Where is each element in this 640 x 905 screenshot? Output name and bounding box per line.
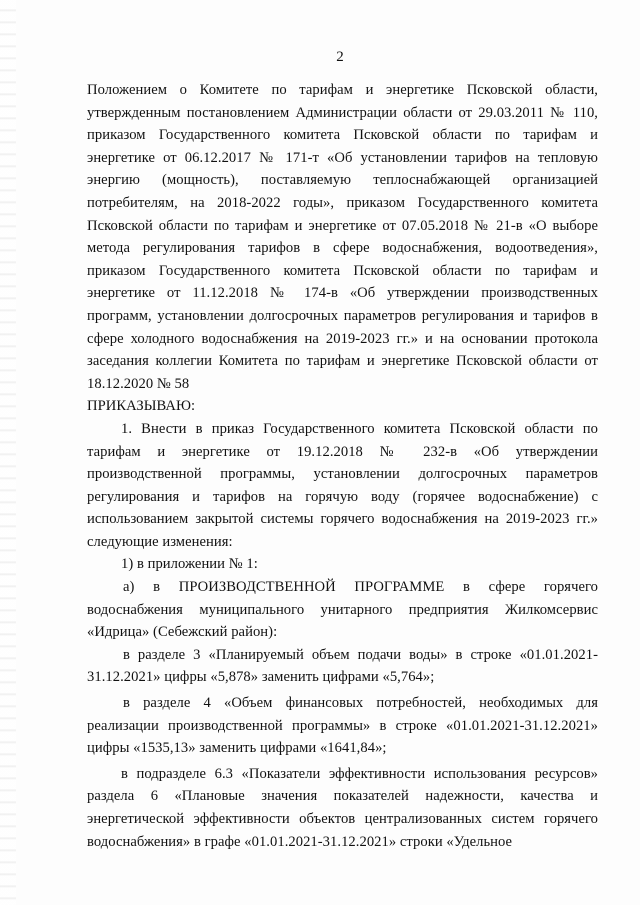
paragraph-subsection-6-3: в подразделе 6.3 «Показатели эффективности использования ресурсов» раздела 6 «Плановые значения показателей надежности, качества и энергетической эффективности объектов централизованных систем горячего водоснабжения» в графе «01.01.2021-31.12.2021» строки «Удельное	[87, 765, 598, 850]
paragraph-appendix-1: 1) в приложении № 1:	[121, 556, 258, 573]
paragraph-subitem-a: а) в ПРОИЗВОДСТВЕННОЙ ПРОГРАММЕ в сфере горячего водоснабжения муниципального унитарного предприятия Жилкомсервис «Идрица» (Себежский район):	[87, 579, 598, 641]
paragraph-section-4: в разделе 4 «Объем финансовых потребностей, необходимых для реализации производственной программы» в строке «01.01.2021-31.12.2021» цифры «1535,13» заменить цифрами «1641,84»;	[87, 695, 598, 757]
paragraph-item-1: 1. Внести в приказ Государственного комитета Псковской области по тарифам и энергетике от 19.12.2018 № 232-в «Об утверждении производственной программы, установлении долгосрочных параметров регулирования и тарифов на горячую воду (горячее водоснабжение) с использованием закрытой системы горячего водоснабжения на 2019-2023 гг.» следующие изменения:	[87, 420, 598, 550]
page-number: 2	[336, 49, 344, 65]
paragraph-order-heading: ПРИКАЗЫВАЮ:	[87, 398, 196, 415]
scan-edge-artifact	[0, 0, 16, 905]
document-body	[87, 79, 598, 853]
paragraph-section-3: в разделе 3 «Планируемый объем подачи воды» в строке «01.01.2021-31.12.2021» цифры «5,878» заменить цифрами «5,764»;	[87, 646, 598, 686]
paragraph-basis: Положением о Комитете по тарифам и энергетике Псковской области, утвержденным постановлением Администрации области от 29.03.2011 № 110, приказом Государственного комитета Псковской области по тарифам и энергетике от 06.12.2017 № 171-т «Об установлении тарифов на тепловую энергию (мощность), поставляемую теплоснабжающей организацией потребителям, на 2018-2022 годы», приказом Государственного комитета Псковской области по тарифам и энергетике от 07.05.2018 № 21-в «О выборе метода регулирования тарифов в сфере водоснабжения, водоотведения», приказом Государственного комитета Псковской области по тарифам и энергетике от 11.12.2018 № 174-в «Об утверждении производственных программ, установлении долгосрочных параметров регулирования и тарифов в сфере холодного водоснабжения на 2019-2023 гг.» и на основании протокола заседания коллегии Комитета по тарифам и энергетике Псковской области от 18.12.2020 № 58	[87, 82, 598, 392]
